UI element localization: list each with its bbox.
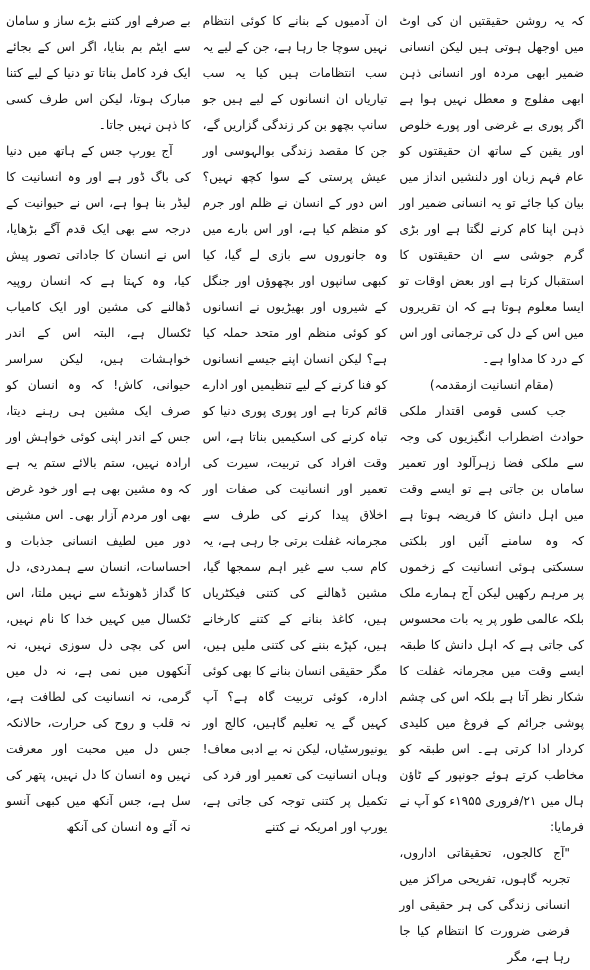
paragraph	[399, 398, 584, 840]
paragraph: ان آدمیوں کے بنانے کا کوئی انتظام نہیں سوچا جا رہا ہے، جن کے لیے یہ سب انتظامات ہیں کیا یہ سب تیاریاں ان انسانوں کے لیے ہیں جو سانپ بچھو بن کر زندگی گزاریں گے، جن کا مقصد زندگی بوالہوسی اور عیش پرستی کے سوا کچھ نہیں؟ اس دور کے انسان نے ظلم اور جرم کو منظم کیا ہے، اور اس بارے میں وہ جانوروں سے بازی لے گیا، کیا کبھی سانپوں اور بچھوؤں اور جنگل کے شیروں اور بھیڑیوں نے انسانوں کو کوئی منظم اور متحد حملہ کیا ہے؟ لیکن انسان اپنے جیسے انسانوں کو فنا کرنے کے لیے تنظیمیں اور ادارے قائم کرتا ہے اور پوری پوری دنیا کو تباہ کرنے کی اسکیمیں بناتا ہے، اس وقت افراد کی تربیت، سیرت کی تعمیر اور انسانیت کی صفات اور اخلاق پیدا کرنے کی طرف سے مجرمانہ غفلت برتی جا رہی ہے، یہ کام سب سے غیر اہم سمجھا گیا، مشین ڈھالنے کی کتنی فیکٹریاں ہیں، کاغذ بنانے کے کتنے کارخانے ہیں، کپڑے بننے کی کتنی ملیں ہیں، مگر حقیقی انسان بنانے کا بھی کوئی ادارہ، کوئی تربیت گاہ ہے؟ آپ کہیں گے یہ تعلیم گاہیں، کالج اور یونیورسٹیاں، لیکن نہ بے ادبی معاف! وہاں انسانیت کی تعمیر اور فرد کی تکمیل پر کتنی توجہ کی جاتی ہے، یورپ اور امریکہ نے کتنے	[202, 14, 388, 834]
section-heading: (مقام انسانیت ازمقدمہ)	[429, 378, 554, 392]
column-middle	[202, 8, 388, 834]
paragraph: کہ یہ روشن حقیقتیں ان کی اوٹ میں اوجھل ہوتی ہیں لیکن انسانی ضمیر ابھی مردہ اور انسانی ذہن ابھی مفلوج و معطل نہیں ہوا ہے اگر پوری بے غرضی اور پورے خلوص اور یقین کے ساتھ ان حقیقتوں کو عام فہم زبان اور دلنشیں انداز میں بیان کیا جائے تو یہ انسانی ضمیر اور ذہن اپنا کام کرنے لگتا ہے اور بڑی گرم جوشی سے ان حقیقتوں کا استقبال کرتا ہے اور بعض اوقات تو ایسا معلوم ہوتا ہے کہ ان تقریروں میں اس کے دل کی ترجمانی اور اس کے درد کا مداوا ہے۔	[399, 14, 584, 366]
quotation: "آج کالجوں، تحقیقاتی اداروں، تجربہ گاہوں، تفریحی مراکز میں انسانی زندگی کی ہر حقیقی اور فرضی ضرورت کا انتظام کیا جا رہا ہے، مگر	[399, 846, 570, 964]
paragraph: آج یورپ جس کے ہاتھ میں دنیا کی باگ ڈور ہے اور وہ انسانیت کا لیڈر بنا ہوا ہے، اس نے حیوانیت کے درجہ سے بھی ایک قدم آگے بڑھایا، اس نے انسان کا جاداتی تصور پیش کیا، وہ کہتا ہے کہ انسان روپیہ ڈھالنے کی مشین اور ایک کامیاب ٹکسال ہے، البتہ اس کے اندر خواہشات ہیں، لیکن سراسر حیوانی، کاش! کہ وہ انسان کو صرف ایک مشین ہی رہنے دیتا، جس کے اندر اپنی کوئی خواہش اور ارادہ نہیں، ستم بالائے ستم یہ ہے کہ وہ مشین بھی ہے اور خود غرض بھی اور مردم آزار بھی۔ اس مشینی دور میں لطیف انسانی جذبات و احساسات، انسان سے ہمدردی، دل کا گداز ڈھونڈے سے نہیں ملتا، اس ٹکسال میں کہیں خدا کا نام نہیں، اس کی بچی دل سوزی نہیں، نہ آنکھوں میں نمی ہے، نہ دل میں گرمی، نہ انسانیت کی لطافت ہے، نہ قلب و روح کی حرارت، حالانکہ جس دل میں محبت اور معرفت نہیں وہ انسان کا دل نہیں، پتھر کی سل ہے، جس آنکھ میں کبھی آنسو نہ آئے وہ انسان کی آنکھ	[5, 144, 191, 834]
paragraph-text: جب کسی قومی اقتدار ملکی حوادث اضطراب انگیزیوں کی وجہ سے ملکی فضا زہرآلود اور تعمیر ساماں بن جاتی ہے تو ایسے وقت میں اہل دانش کا فریضہ ہوتا ہے کہ وہ سامنے آئیں اور بلکتی سسکتی ہوئی انسانیت کے زخموں پر مرہم رکھیں لیکن آج ہمارے ملک بلکہ عالمی طور پر یہ بات محسوس کی جاتی ہے کہ اہل دانش کا طبقہ ایسے وقت میں مجرمانہ غفلت کا شکار نظر آتا ہے بلکہ اس کی چشم پوشی جرائم کے فروغ میں کلیدی کردار ادا کرتی ہے۔ اس طبقہ کو مخاطب کرتے ہوئے جونپور کے ٹاؤن ہال میں	[399, 404, 585, 808]
column-right	[399, 8, 585, 964]
paragraph-text: کو آپ نے فرمایا:	[399, 794, 584, 834]
date: ۲۱/فروری ۱۹۵۵ء	[449, 794, 537, 808]
paragraph: بے صرفے اور کتنے بڑے ساز و سامان سے ایٹم بم بنایا، اگر اس کے بجائے ایک فرد کامل بناتا تو دنیا کے لیے کتنا مبارک ہوتا، لیکن اس طرف کسی کا ذہن نہیں جاتا۔	[5, 14, 191, 132]
column-left	[5, 8, 191, 834]
